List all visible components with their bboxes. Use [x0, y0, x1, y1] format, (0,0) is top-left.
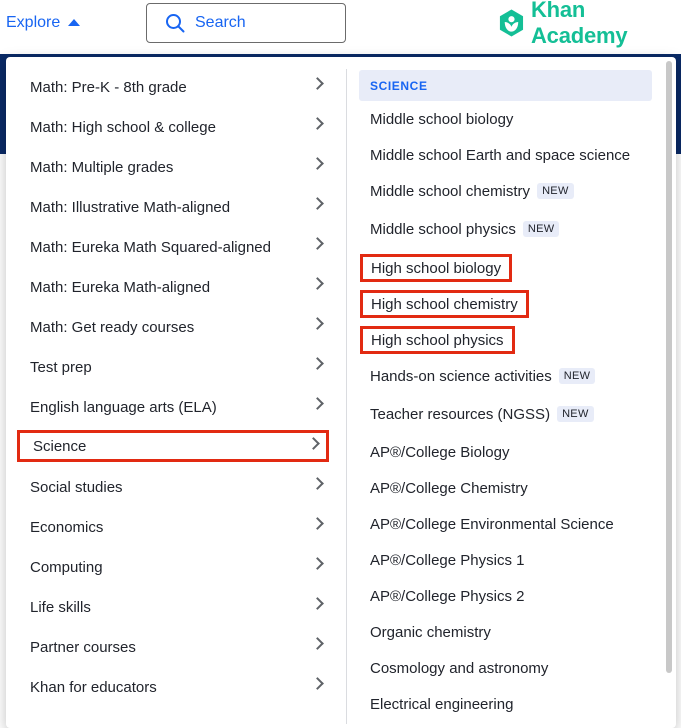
chevron-right-icon — [311, 397, 324, 410]
subject-label: Middle school physics — [370, 220, 516, 238]
subject-label: Middle school biology — [370, 110, 514, 128]
category-item-math-high-school-college[interactable] — [30, 113, 330, 141]
category-item-partner-courses[interactable] — [30, 633, 330, 661]
category-item-english-language-arts-ela[interactable] — [30, 393, 330, 421]
chevron-right-icon — [311, 157, 324, 170]
explore-dropdown-panel — [6, 57, 676, 728]
search-label: Search — [195, 14, 246, 31]
subject-link-hands-on-science-activities[interactable] — [370, 363, 595, 389]
category-item-test-prep[interactable] — [30, 353, 330, 381]
category-label: Math: Eureka Math-aligned — [30, 278, 211, 296]
chevron-right-icon — [311, 197, 324, 210]
dropdown-scrollbar[interactable] — [666, 61, 672, 673]
category-label: Life skills — [30, 598, 91, 616]
subject-label: AP®/College Physics 2 — [370, 587, 525, 605]
subject-label: Middle school Earth and space science — [370, 146, 631, 164]
subject-label: High school biology — [371, 259, 502, 277]
subject-link-teacher-resources-ngss[interactable] — [370, 401, 594, 427]
category-item-math-eureka-math-aligned[interactable] — [30, 273, 330, 301]
chevron-right-icon — [311, 677, 324, 690]
subject-link-high-school-physics[interactable] — [360, 326, 515, 354]
chevron-right-icon — [311, 357, 324, 370]
category-label: Khan for educators — [30, 678, 157, 696]
top-bar — [0, 0, 681, 54]
category-label: Math: Get ready courses — [30, 318, 195, 336]
category-label: Economics — [30, 518, 104, 536]
category-label: Computing — [30, 558, 103, 576]
category-label: Test prep — [30, 358, 92, 376]
subject-label: Cosmology and astronomy — [370, 659, 549, 677]
subject-link-middle-school-chemistry[interactable] — [370, 178, 574, 204]
subject-link-ap-college-biology[interactable] — [370, 439, 509, 465]
category-label: Science — [33, 437, 87, 455]
subject-label: AP®/College Environmental Science — [370, 515, 614, 533]
subject-link-high-school-chemistry[interactable] — [360, 290, 529, 318]
science-section-header: SCIENCE — [359, 70, 652, 101]
subject-link-high-school-biology[interactable] — [360, 254, 512, 282]
subject-label: AP®/College Physics 1 — [370, 551, 525, 569]
chevron-right-icon — [311, 317, 324, 330]
category-label: Math: High school & college — [30, 118, 216, 136]
category-item-social-studies[interactable] — [30, 473, 330, 501]
new-badge: NEW — [559, 368, 596, 384]
chevron-right-icon — [311, 237, 324, 250]
subject-link-middle-school-biology[interactable] — [370, 106, 513, 132]
subject-link-cosmology-and-astronomy[interactable] — [370, 655, 548, 681]
khan-academy-logo[interactable] — [498, 0, 681, 48]
category-label: Math: Pre-K - 8th grade — [30, 78, 187, 96]
category-label: English language arts (ELA) — [30, 398, 217, 416]
chevron-right-icon — [311, 557, 324, 570]
caret-up-icon — [68, 19, 80, 26]
category-item-math-pre-k-8th-grade[interactable] — [30, 73, 330, 101]
chevron-right-icon — [307, 437, 320, 450]
category-label: Partner courses — [30, 638, 136, 656]
subject-label: AP®/College Biology — [370, 443, 510, 461]
new-badge: NEW — [557, 406, 594, 422]
subject-label: High school physics — [371, 331, 504, 349]
brand-name: Khan Academy — [530, 0, 628, 48]
chevron-right-icon — [311, 117, 324, 130]
subject-link-electrical-engineering[interactable] — [370, 691, 513, 717]
khan-academy-leaf-icon — [498, 8, 525, 38]
category-item-life-skills[interactable] — [30, 593, 330, 621]
chevron-right-icon — [311, 517, 324, 530]
chevron-right-icon — [311, 597, 324, 610]
chevron-right-icon — [311, 77, 324, 90]
subject-link-organic-chemistry[interactable] — [370, 619, 491, 645]
new-badge: NEW — [523, 221, 560, 237]
category-item-khan-for-educators[interactable] — [30, 673, 330, 701]
category-item-math-illustrative-math-aligned[interactable] — [30, 193, 330, 221]
category-item-computing[interactable] — [30, 553, 330, 581]
category-item-math-multiple-grades[interactable] — [30, 153, 330, 181]
subject-label: Electrical engineering — [370, 695, 514, 713]
explore-menu-button[interactable] — [6, 12, 80, 34]
subject-label: Hands-on science activities — [370, 367, 552, 385]
subject-link-ap-college-physics-2[interactable] — [370, 583, 524, 609]
subject-link-ap-college-environmental-science[interactable] — [370, 511, 614, 537]
subject-label: Organic chemistry — [370, 623, 491, 641]
category-item-math-eureka-math-squared-aligned[interactable] — [30, 233, 330, 261]
chevron-right-icon — [311, 477, 324, 490]
new-badge: NEW — [537, 183, 574, 199]
category-label: Math: Multiple grades — [30, 158, 174, 176]
subject-link-middle-school-earth-and-space-science[interactable] — [370, 142, 630, 168]
subject-label: AP®/College Chemistry — [370, 479, 528, 497]
science-subject-list — [347, 57, 664, 728]
chevron-right-icon — [311, 277, 324, 290]
category-item-economics[interactable] — [30, 513, 330, 541]
subject-label: Middle school chemistry — [370, 182, 531, 200]
chevron-right-icon — [311, 637, 324, 650]
search-button[interactable] — [146, 3, 346, 43]
category-item-science[interactable] — [17, 430, 329, 462]
search-icon — [165, 13, 185, 33]
explore-label: Explore — [6, 14, 61, 31]
category-label: Math: Illustrative Math-aligned — [30, 198, 231, 216]
subject-link-ap-college-chemistry[interactable] — [370, 475, 528, 501]
category-label: Social studies — [30, 478, 123, 496]
category-label: Math: Eureka Math Squared-aligned — [30, 238, 271, 256]
category-item-math-get-ready-courses[interactable] — [30, 313, 330, 341]
subject-link-middle-school-physics[interactable] — [370, 216, 559, 242]
subject-label: High school chemistry — [371, 295, 518, 313]
subject-link-ap-college-physics-1[interactable] — [370, 547, 524, 573]
category-list — [6, 57, 346, 728]
subject-label: Teacher resources (NGSS) — [370, 405, 551, 423]
